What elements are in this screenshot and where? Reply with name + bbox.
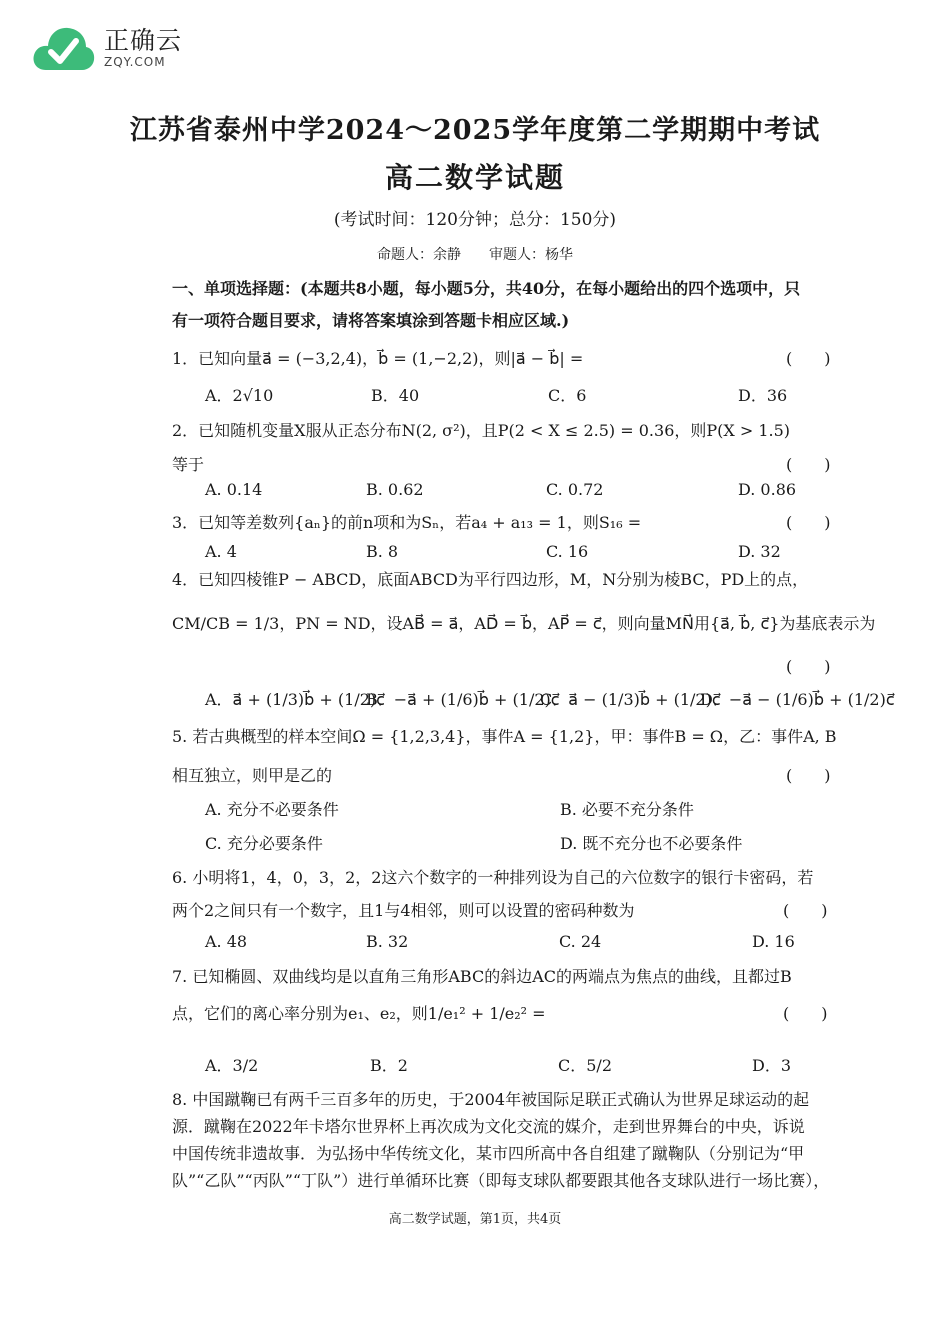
question-8-stem-line2: 源．蹴鞠在2022年卡塔尔世界杯上再次成为文化交流的媒介，走到世界舞台的中央，诉说 (172, 1117, 805, 1136)
question-6-option-a: A. 48 (205, 932, 248, 951)
question-7-stem-line1: 7. 已知椭圆、双曲线均是以直角三角形ABC的斜边AC的两端点为焦点的曲线，且都过B (172, 967, 792, 986)
section-heading-line1: 一、单项选择题：(本题共8小题，每小题5分，共40分，在每小题给出的四个选项中，只 (172, 279, 801, 298)
question-4-option-c: C．a⃗ − (1/3)b⃗ + (1/2)c⃗ (540, 690, 721, 709)
question-4-stem-line2: CM/CB = 1/3，PN = ND，设AB⃗ = a⃗，AD⃗ = b⃗，AP⃗ = c⃗，则向量MN⃗用{a⃗, b⃗, c⃗}为基底表示为 (172, 614, 876, 633)
answer-paren-2: ( ) (786, 455, 831, 474)
question-1-stem: 1．已知向量a⃗ = (−3,2,4)，b⃗ = (1,−2,2)，则|a⃗ − b⃗| = (172, 349, 584, 368)
question-7-option-b: B．2 (370, 1056, 408, 1075)
question-3-option-c: C. 16 (546, 542, 589, 561)
question-8-stem-line4: 队”“乙队”“丙队”“丁队”）进行单循环比赛（即每支球队都要跟其他各支球队进行一场比赛）， (172, 1171, 830, 1190)
question-6-stem-line1: 6. 小明将1，4，0，3，2，2这六个数字的一种排列设为自己的六位数字的银行卡密码，若 (172, 868, 814, 887)
question-1-option-d: D．36 (738, 386, 788, 405)
question-2-option-b: B. 0.62 (366, 480, 424, 499)
exam-title: 江苏省泰州中学2024～2025学年度第二学期期中考试 (129, 115, 821, 146)
exam-subtitle: 高二数学试题 (384, 161, 565, 194)
question-8-stem-line3: 中国传统非遗故事．为弘扬中华传统文化，某市四所高中各自组建了蹴鞠队（分别记为“甲 (172, 1144, 805, 1163)
question-1-option-a: A．2√10 (205, 386, 274, 405)
exam-authors: 命题人：余静 审题人：杨华 (377, 247, 573, 263)
logo-url: ZQY.COM (104, 55, 166, 69)
question-4-option-d: D．−a⃗ − (1/6)b⃗ + (1/2)c⃗ (700, 690, 895, 709)
question-8-stem-line1: 8. 中国蹴鞠已有两千三百多年的历史，于2004年被国际足联正式确认为世界足球运动的起 (172, 1090, 810, 1109)
question-7-option-d: D．3 (752, 1056, 792, 1075)
question-6-option-b: B. 32 (366, 932, 409, 951)
question-6-option-c: C. 24 (559, 932, 602, 951)
question-1-option-b: B．40 (371, 386, 420, 405)
answer-paren-1: ( ) (786, 349, 831, 368)
question-2-option-c: C. 0.72 (546, 480, 604, 499)
question-5-option-d: D. 既不充分也不必要条件 (560, 834, 743, 853)
question-4-stem-line1: 4．已知四棱锥P − ABCD，底面ABCD为平行四边形，M，N分别为棱BC，PD上的点， (172, 570, 809, 589)
answer-paren-5: ( ) (786, 766, 831, 785)
question-1-option-c: C．6 (548, 386, 587, 405)
answer-paren-7: ( ) (783, 1004, 828, 1023)
question-6-stem-line2: 两个2之间只有一个数字，且1与4相邻，则可以设置的密码种数为 (172, 901, 635, 920)
question-3-stem: 3．已知等差数列{aₙ}的前n项和为Sₙ，若a₄ + a₁₃ = 1，则S₁₆ = (172, 513, 642, 532)
question-5-stem-line2: 相互独立，则甲是乙的 (172, 766, 333, 785)
section-heading-line2: 有一项符合题目要求，请将答案填涂到答题卡相应区域.) (172, 311, 570, 330)
answer-paren-3: ( ) (786, 513, 831, 532)
question-5-option-a: A. 充分不必要条件 (205, 800, 339, 819)
page-footer: 高二数学试题，第1页，共4页 (388, 1212, 562, 1227)
question-2-stem-line2: 等于 (172, 455, 205, 474)
question-3-option-b: B. 8 (366, 542, 399, 561)
question-4-option-a: A．a⃗ + (1/3)b⃗ + (1/2)c⃗ (205, 690, 385, 709)
question-5-stem-line1: 5. 若古典概型的样本空间Ω = {1,2,3,4}，事件A = {1,2}，甲：事件B = Ω，乙：事件A, B (172, 727, 837, 746)
question-7-option-a: A．3/2 (205, 1056, 259, 1075)
question-5-option-c: C. 充分必要条件 (205, 834, 323, 853)
question-5-option-b: B. 必要不充分条件 (560, 800, 694, 819)
question-6-option-d: D. 16 (752, 932, 795, 951)
answer-paren-4: ( ) (786, 657, 831, 676)
exam-info: (考试时间：120分钟；总分：150分) (333, 210, 617, 230)
question-3-option-d: D. 32 (738, 542, 781, 561)
question-2-option-d: D. 0.86 (738, 480, 797, 499)
question-4-option-b: B．−a⃗ + (1/6)b⃗ + (1/2)c⃗ (366, 690, 560, 709)
question-7-option-c: C．5/2 (558, 1056, 612, 1075)
answer-paren-6: ( ) (783, 901, 828, 920)
question-2-option-a: A. 0.14 (205, 480, 263, 499)
logo (30, 22, 182, 74)
question-2-stem-line1: 2．已知随机变量X服从正态分布N(2, σ²)，且P(2 < X ≤ 2.5) = 0.36，则P(X > 1.5) (172, 421, 791, 440)
question-7-stem-line2: 点，它们的离心率分别为e₁、e₂，则1/e₁² + 1/e₂² = (172, 1004, 546, 1023)
logo-brand: 正确云 (104, 26, 183, 55)
question-3-option-a: A. 4 (205, 542, 237, 561)
check-cloud-icon (30, 22, 96, 74)
